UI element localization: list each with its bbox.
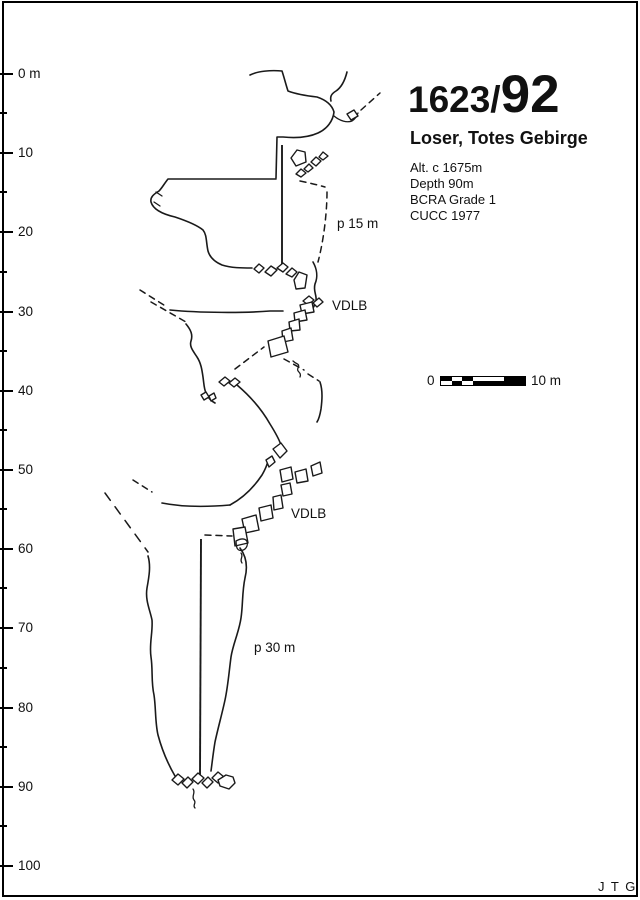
scale-bar-start-label: 0 [427,373,435,388]
info-line-grade: BCRA Grade 1 [410,192,496,207]
depth-label: 60 [18,541,34,556]
depth-label: 90 [18,779,34,794]
boulder-slope [105,443,322,552]
info-line-depth: Depth 90m [410,176,474,191]
title-block [408,65,633,124]
pitch-30m-shaft [147,535,248,808]
vdlb-upper-chamber [140,262,323,445]
depth-label: 0 m [18,66,41,81]
depth-label: 40 [18,383,34,398]
cave-number-prefix: 1623/ [408,79,501,120]
cave-number-main: 92 [500,65,560,124]
cave-info [410,160,496,224]
surveyor-initials: J T G [598,879,637,894]
depth-label: 30 [18,304,34,319]
vdlb-label-upper: VDLB [332,298,368,313]
depth-label: 10 [18,145,34,160]
scale-bar-graphic [440,376,526,386]
depth-label: 20 [18,224,34,239]
depth-label: 50 [18,462,34,477]
depth-label: 100 [18,858,41,873]
pitch-label-30m: p 30 m [254,640,296,655]
pitch-15m-shaft [151,145,328,268]
info-line-altitude: Alt. c 1675m [410,160,483,175]
scale-bar-end-label: 10 m [531,373,562,388]
depth-label: 70 [18,620,34,635]
vdlb-label-lower: VDLB [291,506,327,521]
cave-number [408,65,633,124]
pitch-label-15m: p 15 m [337,216,379,231]
info-line-club: CUCC 1977 [410,208,481,223]
cave-name: Loser, Totes Gebirge [410,128,588,148]
depth-label: 80 [18,700,34,715]
